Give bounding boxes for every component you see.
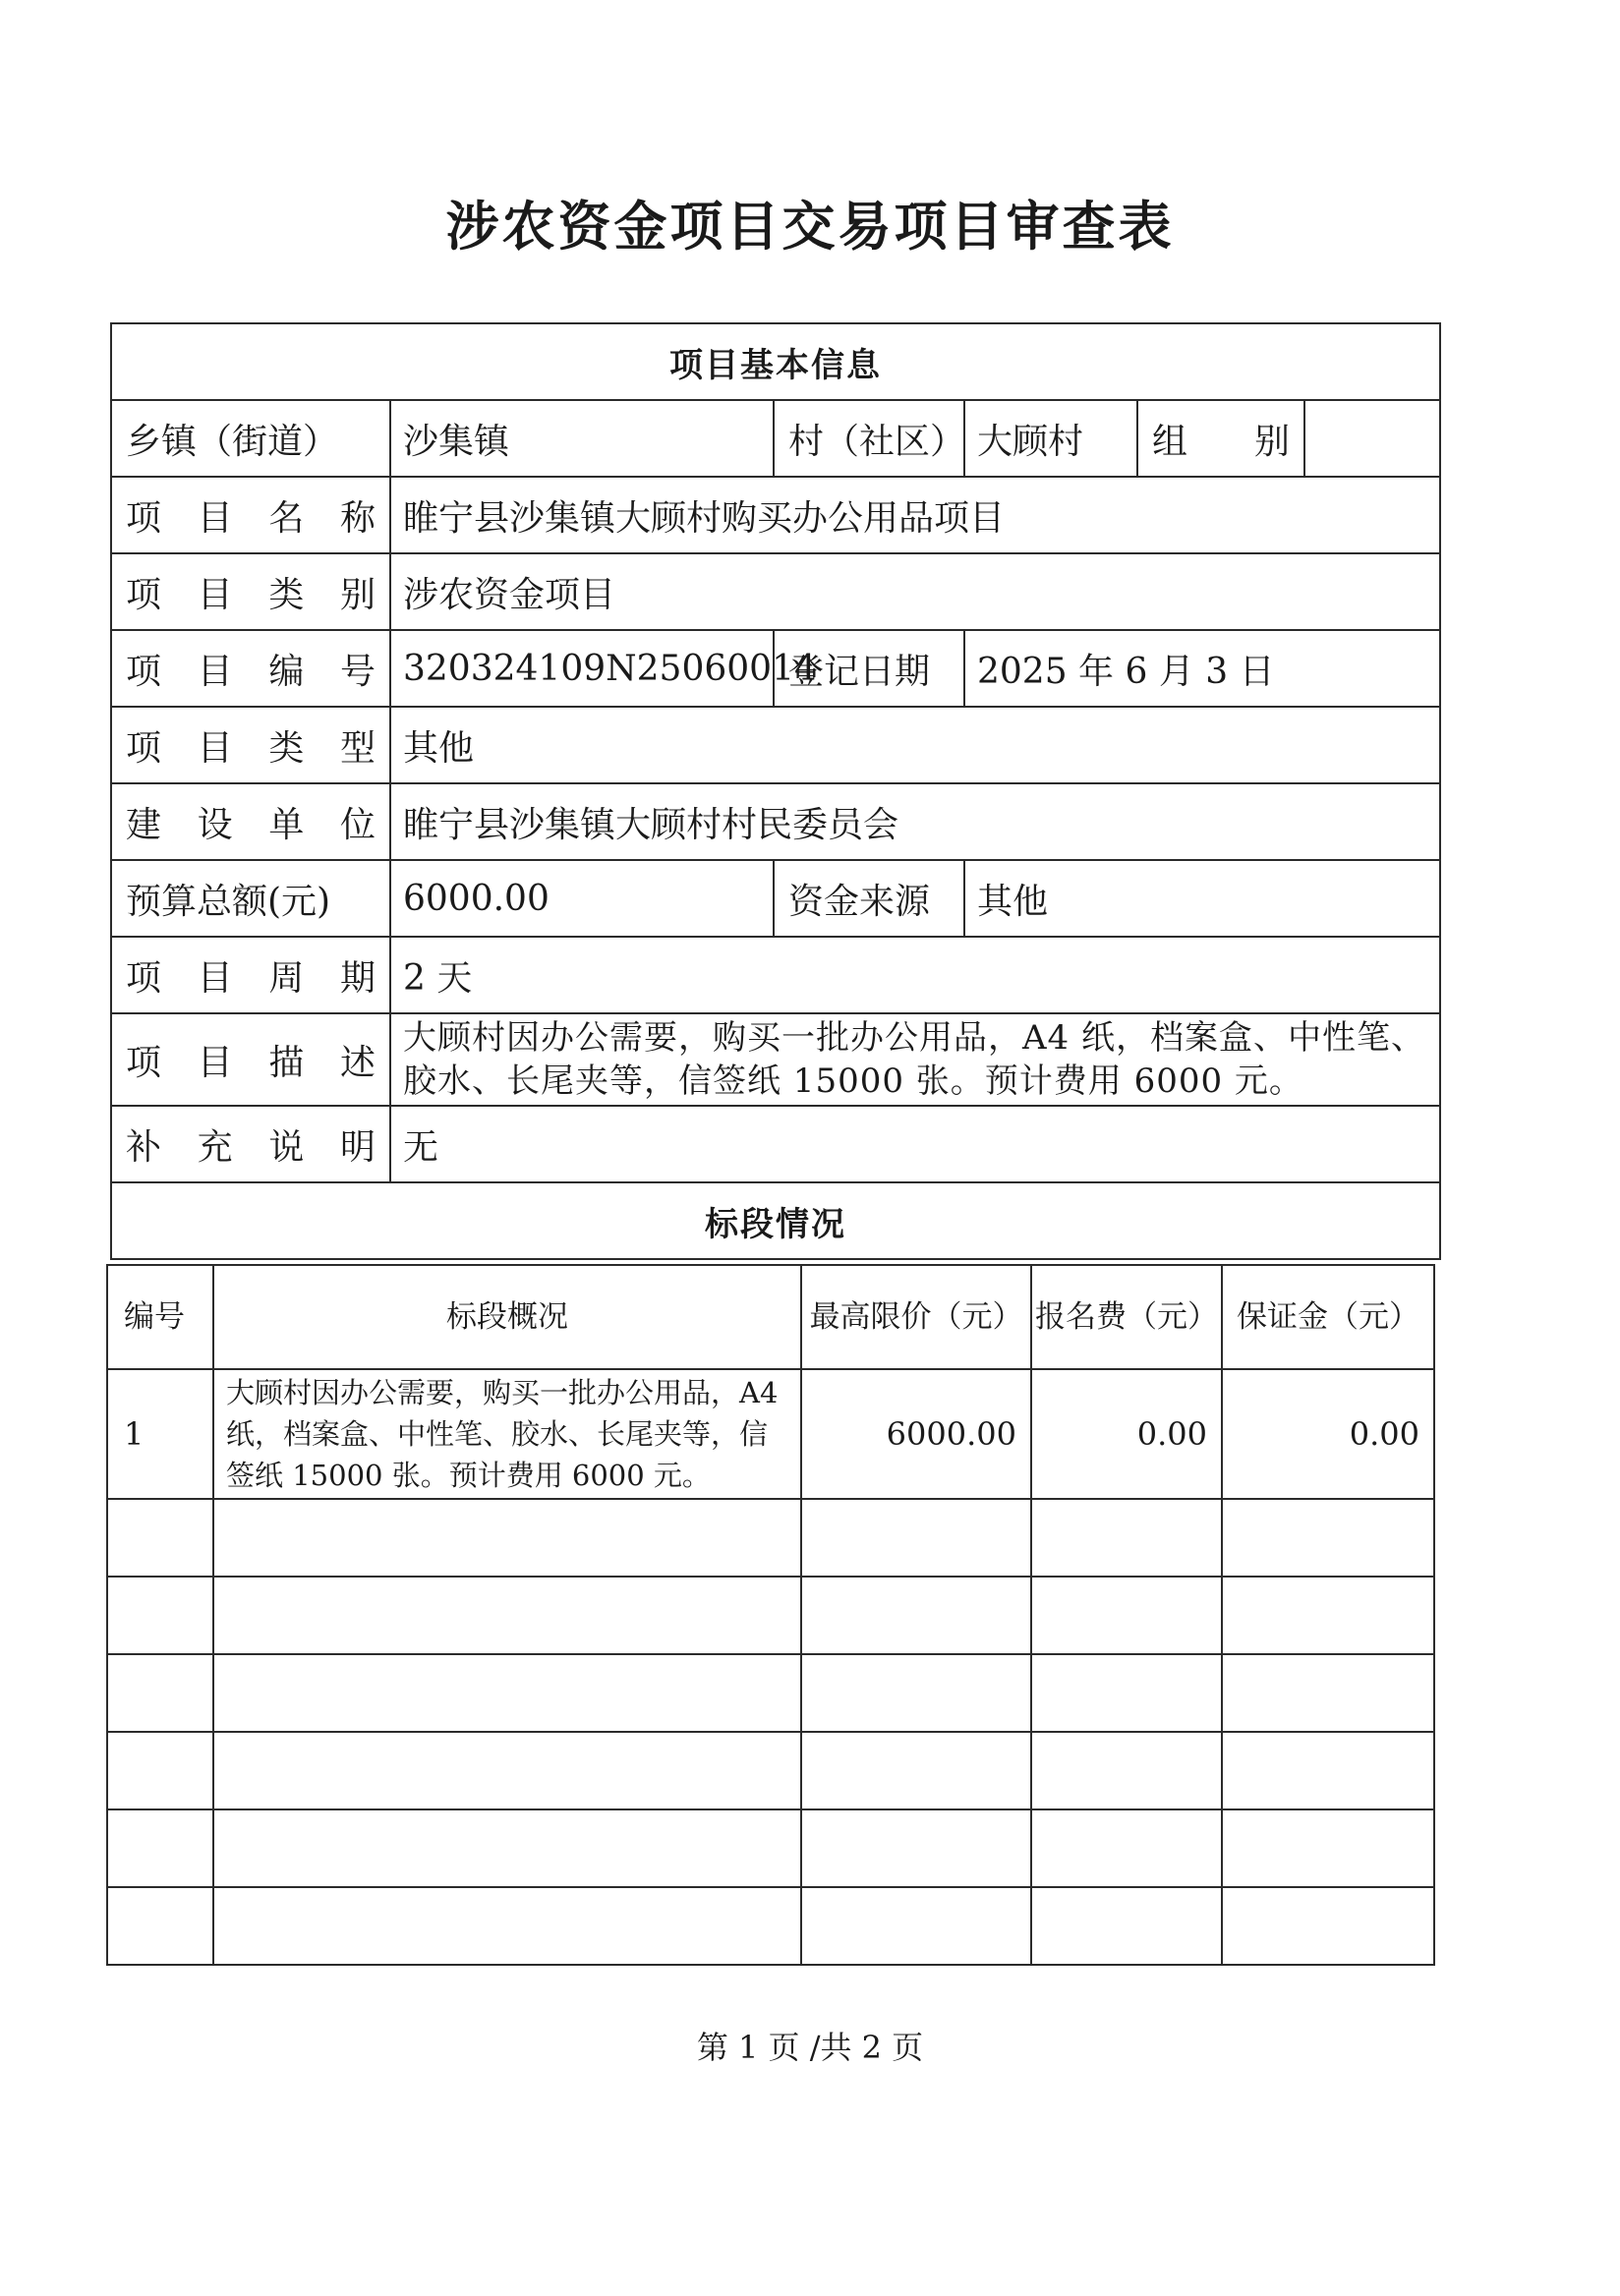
empty-cell bbox=[213, 1499, 801, 1577]
group-label: 组 别 bbox=[1137, 400, 1304, 477]
lots-header-number: 编号 bbox=[107, 1265, 213, 1369]
lot-number: 1 bbox=[107, 1369, 213, 1499]
period-label: 项目周期 bbox=[111, 937, 390, 1013]
empty-cell bbox=[213, 1887, 801, 1965]
empty-cell bbox=[107, 1499, 213, 1577]
project-number-label: 项目编号 bbox=[111, 630, 390, 707]
lot-deposit: 0.00 bbox=[1222, 1369, 1434, 1499]
empty-cell bbox=[107, 1654, 213, 1732]
project-name-label: 项目名称 bbox=[111, 477, 390, 553]
supplement-value: 无 bbox=[390, 1106, 1440, 1182]
empty-cell bbox=[107, 1809, 213, 1887]
empty-cell bbox=[1031, 1809, 1222, 1887]
township-value: 沙集镇 bbox=[390, 400, 774, 477]
empty-cell bbox=[107, 1577, 213, 1654]
project-category-value: 涉农资金项目 bbox=[390, 553, 1440, 630]
lots-header-overview: 标段概况 bbox=[213, 1265, 801, 1369]
township-label: 乡镇（街道） bbox=[111, 400, 390, 477]
empty-cell bbox=[213, 1732, 801, 1809]
period-value: 2 天 bbox=[390, 937, 1440, 1013]
empty-table-row bbox=[107, 1887, 1434, 1965]
empty-cell bbox=[1222, 1577, 1434, 1654]
empty-cell bbox=[213, 1809, 801, 1887]
register-date-label: 登记日期 bbox=[774, 630, 964, 707]
basic-info-heading: 项目基本信息 bbox=[111, 323, 1440, 400]
empty-cell bbox=[801, 1577, 1031, 1654]
empty-cell bbox=[801, 1499, 1031, 1577]
empty-cell bbox=[1222, 1732, 1434, 1809]
lot-max-price: 6000.00 bbox=[801, 1369, 1031, 1499]
empty-cell bbox=[1031, 1887, 1222, 1965]
empty-cell bbox=[1031, 1577, 1222, 1654]
builder-value: 睢宁县沙集镇大顾村村民委员会 bbox=[390, 783, 1440, 860]
page-title: 涉农资金项目交易项目审查表 bbox=[445, 196, 1175, 258]
lots-table bbox=[106, 1264, 1435, 1966]
lot-signup-fee: 0.00 bbox=[1031, 1369, 1222, 1499]
empty-cell bbox=[801, 1887, 1031, 1965]
project-name-value: 睢宁县沙集镇大顾村购买办公用品项目 bbox=[390, 477, 1440, 553]
description-label: 项目描述 bbox=[111, 1013, 390, 1106]
empty-cell bbox=[801, 1654, 1031, 1732]
supplement-label: 补充说明 bbox=[111, 1106, 390, 1182]
lots-header-max-price: 最高限价（元） bbox=[801, 1265, 1031, 1369]
project-type-label: 项目类型 bbox=[111, 707, 390, 783]
empty-cell bbox=[801, 1732, 1031, 1809]
empty-cell bbox=[213, 1577, 801, 1654]
empty-table-row bbox=[107, 1654, 1434, 1732]
builder-label: 建设单位 bbox=[111, 783, 390, 860]
empty-cell bbox=[1031, 1732, 1222, 1809]
project-category-label: 项目类别 bbox=[111, 553, 390, 630]
fund-source-label: 资金来源 bbox=[774, 860, 964, 937]
empty-cell bbox=[1031, 1499, 1222, 1577]
description-value: 大顾村因办公需要，购买一批办公用品，A4 纸，档案盒、中性笔、胶水、长尾夹等，信签纸 15000 张。预计费用 6000 元。 bbox=[390, 1013, 1440, 1106]
lots-header-deposit: 保证金（元） bbox=[1222, 1265, 1434, 1369]
empty-cell bbox=[1222, 1809, 1434, 1887]
lots-heading: 标段情况 bbox=[111, 1182, 1440, 1259]
empty-table-row bbox=[107, 1499, 1434, 1577]
empty-cell bbox=[107, 1887, 213, 1965]
village-label: 村（社区） bbox=[774, 400, 964, 477]
fund-source-value: 其他 bbox=[964, 860, 1440, 937]
project-number-value: 320324109N25060014 bbox=[390, 630, 774, 707]
empty-cell bbox=[1222, 1887, 1434, 1965]
register-date-value: 2025 年 6 月 3 日 bbox=[964, 630, 1440, 707]
table-row bbox=[107, 1369, 1434, 1499]
empty-cell bbox=[213, 1654, 801, 1732]
empty-cell bbox=[1222, 1654, 1434, 1732]
empty-table-row bbox=[107, 1577, 1434, 1654]
empty-cell bbox=[1222, 1499, 1434, 1577]
budget-label: 预算总额(元) bbox=[111, 860, 390, 937]
village-value: 大顾村 bbox=[964, 400, 1137, 477]
empty-table-row bbox=[107, 1732, 1434, 1809]
empty-table-row bbox=[107, 1809, 1434, 1887]
empty-cell bbox=[801, 1809, 1031, 1887]
project-type-value: 其他 bbox=[390, 707, 1440, 783]
group-value bbox=[1304, 400, 1440, 477]
project-basic-info-table bbox=[110, 322, 1441, 1260]
lot-overview: 大顾村因办公需要，购买一批办公用品，A4 纸，档案盒、中性笔、胶水、长尾夹等，信签纸 15000 张。预计费用 6000 元。 bbox=[213, 1369, 801, 1499]
lots-header-signup-fee: 报名费（元） bbox=[1031, 1265, 1222, 1369]
empty-cell bbox=[107, 1732, 213, 1809]
budget-value: 6000.00 bbox=[390, 860, 774, 937]
empty-cell bbox=[1031, 1654, 1222, 1732]
page-number: 第 1 页 /共 2 页 bbox=[696, 2029, 924, 2066]
